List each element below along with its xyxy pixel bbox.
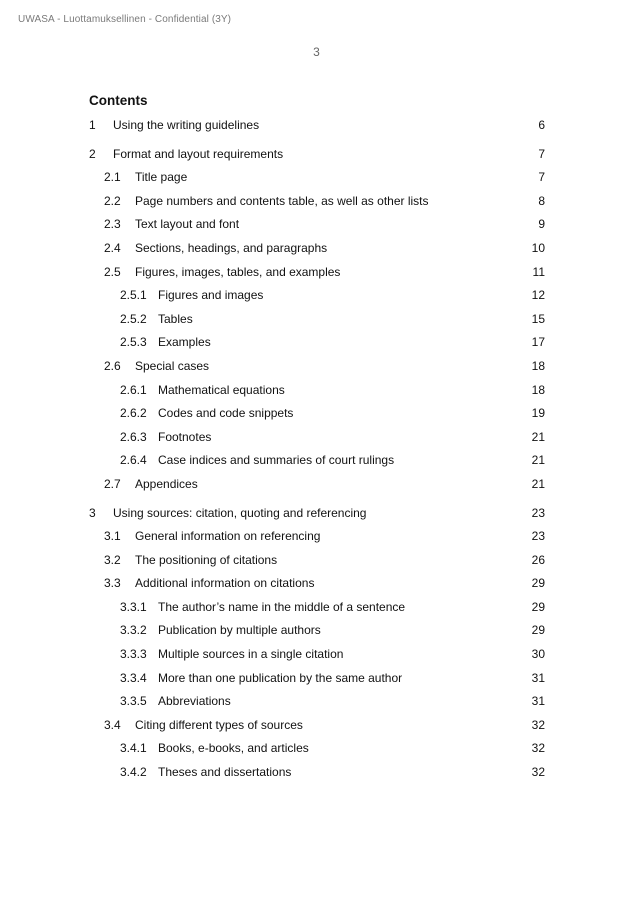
page-number: 3 [313, 45, 320, 59]
toc-entry-number: 2.6.1 [120, 382, 147, 397]
toc-entry-title: Page numbers and contents table, as well as other lists [135, 193, 429, 208]
toc-title: Contents [89, 93, 148, 108]
toc-entry-page: 12 [531, 288, 545, 303]
toc-entry-title: Format and layout requirements [113, 146, 284, 161]
toc-entry-title: Theses and dissertations [158, 765, 292, 780]
toc-entry[interactable] [89, 402, 545, 426]
toc-entry-title: Examples [158, 335, 211, 350]
toc-entry-number: 2.5.1 [120, 288, 147, 303]
toc-entry-page: 32 [531, 741, 545, 756]
toc-entry-page: 21 [531, 476, 545, 491]
toc-entry-title: Figures, images, tables, and examples [135, 264, 341, 279]
toc-entry-number: 1 [89, 118, 96, 132]
toc-entry[interactable] [89, 572, 545, 596]
toc-entry[interactable] [89, 114, 545, 138]
toc-entry-page: 31 [531, 670, 545, 685]
toc-entry-title: The positioning of citations [135, 552, 278, 567]
toc-entry[interactable] [89, 143, 545, 167]
toc-entry[interactable] [89, 714, 545, 738]
toc-entry-number: 2.6.3 [120, 429, 147, 444]
toc-entry-number: 2.5.3 [120, 335, 147, 350]
toc-entry-title: Footnotes [158, 429, 212, 444]
toc-entry[interactable] [89, 737, 545, 761]
toc-entry[interactable] [89, 237, 545, 261]
toc-entry[interactable] [89, 596, 545, 620]
toc-entry-page: 29 [531, 576, 545, 591]
toc-entry-number: 2.6.2 [120, 406, 147, 421]
toc-entry-page: 30 [531, 647, 545, 662]
toc-entry-title: Mathematical equations [158, 382, 285, 397]
toc-entry-page: 18 [531, 358, 545, 373]
toc-entry-page: 19 [531, 406, 545, 421]
toc-entry[interactable] [89, 643, 545, 667]
toc-entry[interactable] [89, 355, 545, 379]
toc-entry-title: Using the writing guidelines [113, 118, 260, 132]
toc-entry[interactable] [89, 690, 545, 714]
toc-entry-title: Publication by multiple authors [158, 623, 321, 638]
toc-entry-number: 3.3.3 [120, 647, 147, 662]
toc-entry-page: 32 [531, 765, 545, 780]
toc-entry-title: Using sources: citation, quoting and referencing [113, 505, 367, 520]
toc-entry[interactable] [89, 667, 545, 691]
toc-entry-number: 3 [89, 505, 96, 520]
toc-entry-number: 2.4 [104, 240, 121, 255]
toc-entry-number: 2.5.2 [120, 311, 147, 326]
toc-entry-title: Books, e-books, and articles [158, 741, 309, 756]
toc-entry[interactable] [89, 308, 545, 332]
toc-entry[interactable] [89, 379, 545, 403]
toc-entry-page: 26 [531, 552, 545, 567]
toc-entry[interactable] [89, 331, 545, 355]
toc-entry[interactable] [89, 449, 545, 473]
toc-entry-number: 3.3.4 [120, 670, 147, 685]
toc-entry-page: 29 [531, 623, 545, 638]
toc-entry[interactable] [89, 502, 545, 526]
toc-entry[interactable] [89, 619, 545, 643]
toc-entry-page: 11 [532, 264, 545, 279]
toc-entry-title: Figures and images [158, 288, 264, 303]
toc-entry-page: 6 [538, 118, 545, 132]
toc-entry[interactable] [89, 525, 545, 549]
toc-entry-page: 23 [531, 529, 545, 544]
classification-label: UWASA - Luottamuksellinen - Confidential (3Y) [18, 14, 232, 25]
toc-entry-page: 17 [531, 335, 545, 350]
toc-entry-title: General information on referencing [135, 529, 321, 544]
toc-entry[interactable] [89, 261, 545, 285]
toc-entry-title: Abbreviations [158, 694, 231, 709]
toc-entry-title: Case indices and summaries of court rulings [158, 453, 395, 468]
toc-entry[interactable] [89, 549, 545, 573]
toc-entry-page: 32 [531, 717, 545, 732]
toc-entry-title: The author’s name in the middle of a sentence [158, 599, 406, 614]
toc-entry[interactable] [89, 190, 545, 214]
toc-entry-number: 3.3.2 [120, 623, 147, 638]
toc-entry-title: Special cases [135, 358, 210, 373]
toc-entry-title: Additional information on citations [135, 576, 315, 591]
toc-entry-number: 2.6 [104, 358, 121, 373]
toc-entry-number: 3.3 [104, 576, 121, 591]
toc-entry-page: 8 [538, 193, 545, 208]
toc-entry-page: 15 [531, 311, 545, 326]
table-of-contents [89, 92, 545, 785]
toc-entry-page: 7 [538, 170, 545, 185]
toc-entry-title: Text layout and font [135, 217, 240, 232]
toc-entry-page: 31 [531, 694, 545, 709]
toc-entry[interactable] [89, 426, 545, 450]
toc-entry-number: 3.1 [104, 529, 121, 544]
toc-entry[interactable] [89, 213, 545, 237]
toc-entry-number: 3.4.2 [120, 765, 147, 780]
toc-entry-page: 23 [531, 505, 545, 520]
toc-entry-title: Multiple sources in a single citation [158, 647, 344, 662]
toc-entry-number: 3.4.1 [120, 741, 147, 756]
toc-entry-title: Citing different types of sources [135, 717, 303, 732]
toc-entry-page: 7 [538, 146, 545, 161]
toc-entry-page: 21 [531, 429, 545, 444]
toc-entry-page: 21 [531, 453, 545, 468]
toc-entry-page: 29 [531, 599, 545, 614]
toc-entry-number: 2 [89, 146, 96, 161]
toc-entry-title: Codes and code snippets [158, 406, 294, 421]
toc-entry[interactable] [89, 761, 545, 785]
toc-entry[interactable] [89, 473, 545, 497]
toc-entry-number: 2.5 [104, 264, 121, 279]
toc-entry-page: 10 [531, 240, 545, 255]
toc-entries [89, 114, 545, 785]
toc-entry-title: Tables [158, 311, 193, 326]
toc-entry-number: 3.3.1 [120, 599, 147, 614]
toc-entry-page: 9 [538, 217, 545, 232]
toc-entry-page: 18 [531, 382, 545, 397]
toc-entry-number: 2.1 [104, 170, 121, 185]
toc-entry-number: 3.4 [104, 717, 121, 732]
toc-entry-number: 2.6.4 [120, 453, 147, 468]
toc-entry-title: Title page [135, 170, 188, 185]
toc-entry-number: 2.3 [104, 217, 121, 232]
toc-entry-number: 2.7 [104, 476, 121, 491]
toc-entry-title: More than one publication by the same author [158, 670, 403, 685]
toc-entry[interactable] [89, 166, 545, 190]
toc-entry-number: 3.2 [104, 552, 121, 567]
toc-entry-title: Appendices [135, 476, 198, 491]
toc-entry-number: 2.2 [104, 193, 121, 208]
toc-entry-number: 3.3.5 [120, 694, 147, 709]
toc-entry-title: Sections, headings, and paragraphs [135, 240, 328, 255]
toc-entry[interactable] [89, 284, 545, 308]
